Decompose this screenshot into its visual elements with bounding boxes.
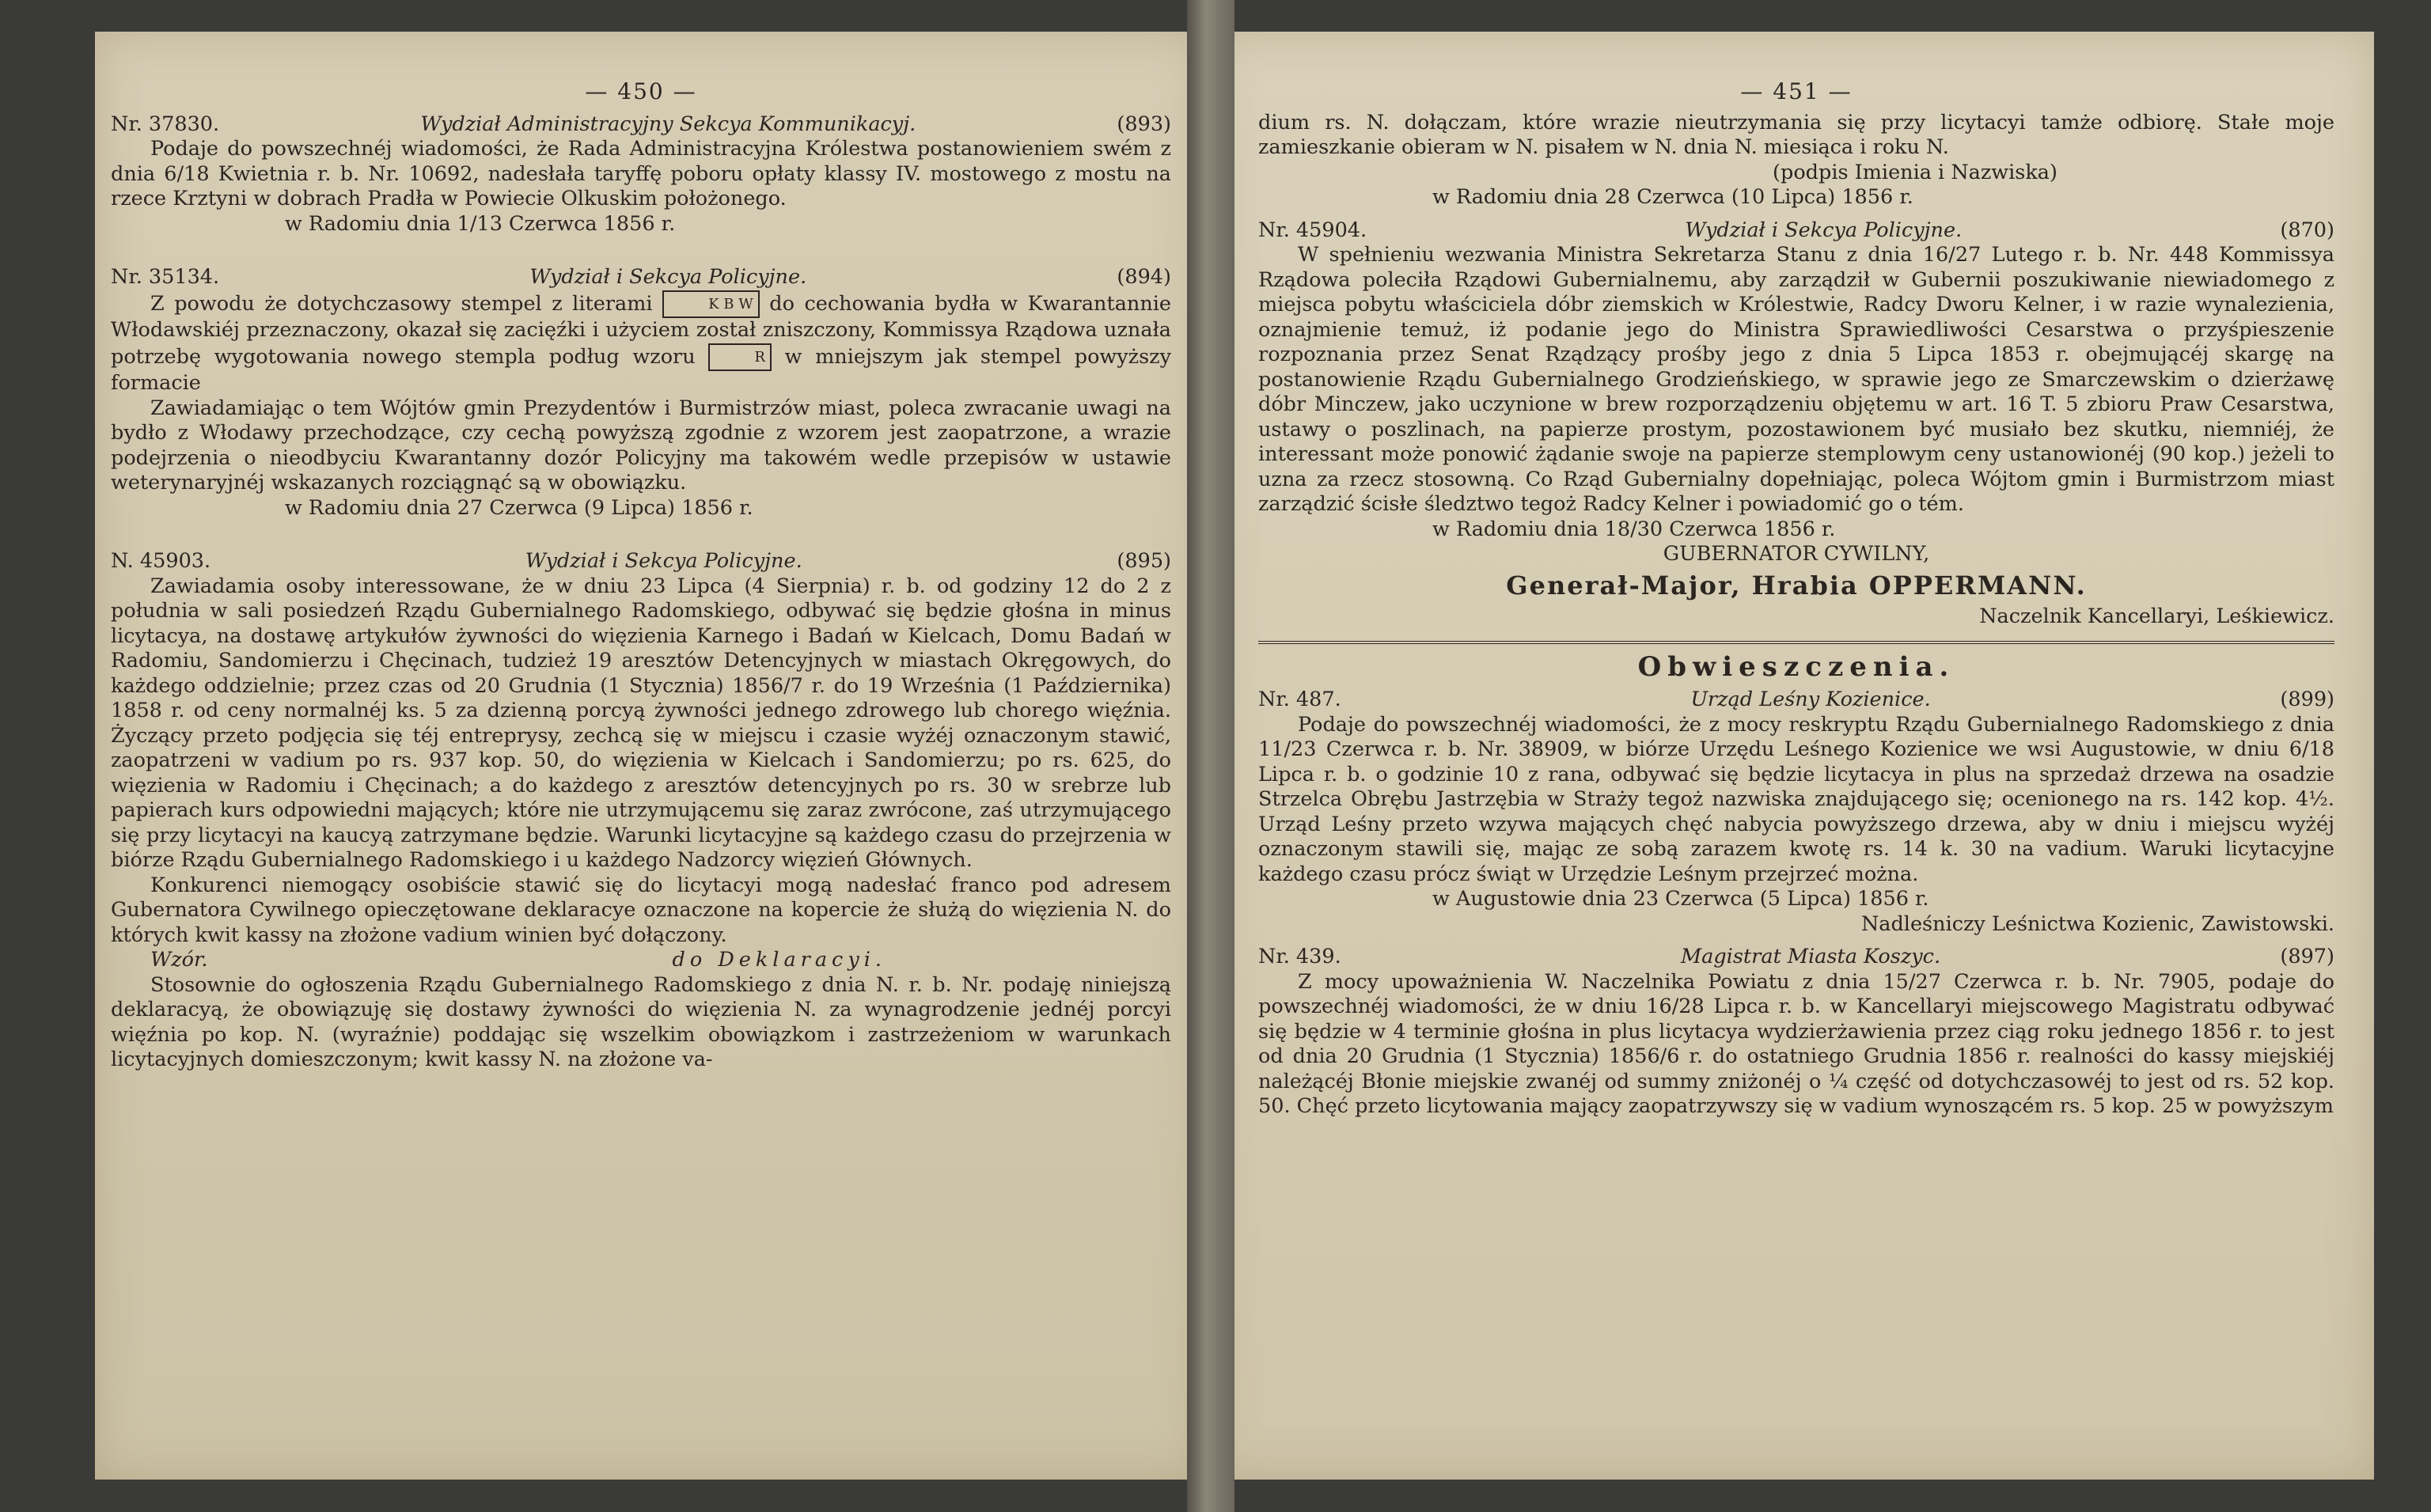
deklaracyi-label: do Deklaracyi. xyxy=(672,948,886,972)
entry-date: w Radomiu dnia 27 Czerwca (9 Lipca) 1856 r. xyxy=(285,495,753,520)
signature-placeholder: (podpis Imienia i Nazwiska) xyxy=(1773,160,2057,184)
text-part: do cechowania bydła w Kwarantannie Włodawskiéj przeznaczony, okazał się zacięźki i użyciem został zniszczony, Kommissya Rządowa uznała potrzebę wygotowania nowego stempla podług wzoru xyxy=(111,291,1172,369)
entry-text: Podaje do powszechnéj wiadomości, że Rada Administracyjna Królestwa postanowieniem swém z dnia 6/18 Kwietnia r. b. Nr. 10692, nadesłała taryffę poboru opłaty klassy IV. mostowego z mostu na rzece Krztyni w dobrach Pradła w Powiecie Olkuskim położonego. xyxy=(111,137,1171,210)
entry-number: Nr. 37830. xyxy=(111,112,220,136)
entry-text: Zawiadamia osoby interessowane, że w dniu 23 Lipca (4 Sierpnia) r. b. od godziny 12 do 2 z południa w sali posiedzeń Rządu Gubernialnego Radomskiego, odbywać się będzie głośna in minus licytacya, na dostawę artykułów żywności do więzienia Karnego i Badań w Kielcach, Domu Badań w Radomiu, Sandomierzu i Chęcinach, tudzież 19 aresztów Detencyjnych w miastach Okręgowych, do każdego oddzielnie; przez czas od 20 Grudnia (1 Stycznia) 1856/7 r. do 19 Września (1 Października) 1858 r. od ceny normalnéj ks. 5 za dzienną porcyą żywności jednego zdrowego lub chorego więźnia. Życzący przeto podjęcia się téj entreprysy, zechcą się w miejscu i czasie wyżéj oznaczonym stawić, zaopatrzeni w vadium po rs. 937 kop. 50, do więzienia w Kielcach i Sandomierzu; po rs. 625, do więzienia w Radomiu i Chęcinach; a do każdego z aresztów detencyjnych po rs. 30 w srebrze lub papierach kurs odpowiedni mających; które nie utrzymującemu się zaraz zwrócone, zaś utrzymującego się przy licytacyi na kaucyą zatrzymane będzie. Warunki licytacyjne są każdego czasu do przejrzenia w biórze Rządu Gubernialnego Radomskiego i u każdego Nadzorcy więzień Głównych. xyxy=(111,574,1171,872)
continued-text: dium rs. N. dołączam, które wrazie nieutrzymania się przy licytacyi tamże odbiorę. Stałe moje zamieszkanie obieram w N. pisałem w N. dnia N. miesiąca i roku N. xyxy=(1258,110,2334,159)
entry-number: Nr. 487. xyxy=(1258,688,1341,711)
entry-header-894 xyxy=(111,265,1171,290)
book-spine xyxy=(1187,0,1234,1512)
entry-number: Nr. 439. xyxy=(1258,945,1341,968)
entry-date: w Augustowie dnia 23 Czerwca (5 Lipca) 1856 r. xyxy=(1432,887,1929,911)
entry-department: Wydział i Sekcya Policyjne. xyxy=(525,549,802,573)
entry-text xyxy=(111,290,1171,396)
entry-signature: Nadleśniczy Leśnictwa Kozienic, Zawistowski. xyxy=(1860,911,2334,936)
governor-name: Generał-Major, Hrabia OPPERMANN. xyxy=(1506,570,2087,601)
entry-text: W spełnieniu wezwania Ministra Sekretarza Stanu z dnia 16/27 Lutego r. b. Nr. 448 Kommissya Rządowa poleciła Rządowi Gubernialnemu, aby zarządził w Gubernii poszukiwanie niewiadomego z miejsca pobytu właściciela dóbr ziemskich w Królestwie, Radcy Dworu Kelner, i w razie wynalezienia, oznajmienie temuż, iż podanie jego do Ministra Sprawiedliwości Cesarstwa o przyśpieszenie rozpoznania przez Senat Rządzący prośby jego z dnia 5 Lipca 1853 r. obejmującéj skargę na postanowienie Rządu Gubernialnego Grodzieńskiego, w sprawie jego ze Smarczewskim o dzierżawę dóbr Minczew, jako uczynione w brew rozporządzeniu objętemu w art. 16 T. 5 zbioru Praw Cesarstwa, ustawy o poszlinach, na papierze prostym, pozostawionem być musiało bez skutku, niemniéj, że interessant może ponowić żądanie swoje na papierze stemplowym ceny ustanowionéj (90 kop.) jeżeli to uzna za rzecz stosowną. Co Rząd Gubernialny dopełniając, poleca Wójtom gmin i Burmistrzom miast zarządzić ścisłe śledztwo tegoż Radcy Kelner i powiadomić go o tém. xyxy=(1258,243,2334,516)
entry-date: w Radomiu dnia 28 Czerwca (10 Lipca) 1856 r. xyxy=(1432,185,1913,209)
entry-text: Konkurenci niemogący osobiście stawić się do licytacyi mogą nadesłać franco pod adresem Gubernatora Cywilnego opieczętowane deklaracye oznaczone na kopercie że służą do więzienia N. do których kwit kassy na złożone vadium winien być dołączony. xyxy=(111,873,1171,947)
section-divider xyxy=(1258,641,2334,644)
entry-index: (895) xyxy=(1117,549,1171,573)
entry-header-893 xyxy=(111,112,1171,138)
entry-department: Wydział Administracyjny Sekcya Kommunikacyj. xyxy=(420,112,916,136)
entry-index: (899) xyxy=(2280,688,2334,711)
page-number-right: — 451 — xyxy=(1740,78,1853,104)
text-part: w mniejszym jak stempel powyższy formacie xyxy=(111,344,1172,395)
entry-department: Urząd Leśny Kozienice. xyxy=(1690,688,1931,711)
entry-header-870 xyxy=(1258,218,2334,244)
entry-index: (897) xyxy=(2280,945,2334,968)
entry-header-895 xyxy=(111,549,1171,574)
entry-department: Wydział i Sekcya Policyjne. xyxy=(529,265,807,289)
text-part: Z powodu że dotychczasowy stempel z literami xyxy=(150,291,653,316)
wzor-label: Wzór. xyxy=(150,948,208,972)
left-column xyxy=(111,79,1171,1073)
entry-text: Stosownie do ogłoszenia Rządu Gubernialnego Radomskiego z dnia N. r. b. Nr. podaję niniejszą deklaracyą, że obowiązuję się dostawy żywności do więzienia N. za wynagrodzenie jednéj porcyi więźnia po kop. N. (wyraźnie) poddając się wszelkim obowiązkom i zastrzeżeniom w warunkach licytacyjnych domieszczonym; kwit kassy N. na złożone va- xyxy=(111,972,1171,1071)
entry-text: Zawiadamiając o tem Wójtów gmin Prezydentów i Burmistrzów miast, poleca zwracanie uwagi na bydło z Włodawy przechodzące, czy cechą powyższą zgodnie z wzorem jest zaopatrzone, a wrazie podejrzenia o nieodbyciu Kwarantanny dozór Policyjny ma takowém wedle przepisów w ustawie weterynaryjnéj wskazanych rozciągnąć są w obowiązku. xyxy=(111,396,1171,495)
entry-number: Nr. 45904. xyxy=(1258,218,1367,242)
governor-title: GUBERNATOR CYWILNY, xyxy=(1663,542,1930,566)
entry-date: w Radomiu dnia 18/30 Czerwca 1856 r. xyxy=(1432,517,1836,541)
entry-number: Nr. 35134. xyxy=(111,265,220,289)
entry-index: (894) xyxy=(1117,265,1171,289)
stamp-kbw: K B W xyxy=(662,290,760,319)
entry-text: Z mocy upoważnienia W. Naczelnika Powiatu z dnia 15/27 Czerwca r. b. Nr. 7905, podaje do powszechnéj wiadomości, że w dniu 16/28 Lipca r. b. w Kancellaryi miejscowego Magistratu odbywać się będzie w 4 terminie głośna in plus licytacya wydzierżawienia przez ciąg roku jednego 1856 r. to jest od dnia 20 Grudnia (1 Stycznia) 1856/6 r. do ostatniego Grudnia 1856 r. realności do kassy miejskiéj należącéj Błonie miejskie zwanéj od summy zniżonéj o ¼ część od dotychczasowéj to jest od rs. 52 kop. 50. Chęć przeto licytowania mający zaopatrzywszy się w vadium wynoszącém rs. 5 kop. 25 w powyższym xyxy=(1258,969,2334,1118)
right-column xyxy=(1258,79,2334,1120)
stamp-r: R xyxy=(708,343,772,372)
entry-index: (870) xyxy=(2280,218,2334,242)
page-number-left: — 450 — xyxy=(585,78,697,104)
entry-number: N. 45903. xyxy=(111,549,211,573)
entry-department: Magistrat Miasta Koszyc. xyxy=(1681,945,1941,968)
entry-date: w Radomiu dnia 1/13 Czerwca 1856 r. xyxy=(285,211,676,236)
entry-index: (893) xyxy=(1117,112,1171,136)
section-title: Obwieszczenia. xyxy=(1637,650,1955,683)
wzor-header xyxy=(111,948,1171,973)
entry-header-897 xyxy=(1258,945,2334,970)
chancellery-signature: Naczelnik Kancellaryi, Leśkiewicz. xyxy=(1979,604,2334,628)
entry-text: Podaje do powszechnéj wiadomości, że z mocy reskryptu Rządu Gubernialnego Radomskiego z dnia 11/23 Czerwca r. b. Nr. 38909, w biórze Urzędu Leśnego Kozienice we wsi Augustowie, w dniu 6/18 Lipca r. b. o godzinie 10 z rana, odbywać się będzie licytacya in plus na sprzedaż drzewa na osadzie Strzelca Obrębu Jastrzębia w Straży tegoż nazwiska znajdującego się; ocenionego na rs. 142 kop. 4½. Urząd Leśny przeto wzywa mających chęć nabycia powyższego drzewa, aby w dniu i miejscu wyżéj oznaczonym stawili się, mając ze sobą zarazem kwotę rs. 14 k. 30 na vadium. Waruki licytacyjne każdego czasu prócz świąt w Urzędzie Leśnym przejrzeć można. xyxy=(1258,712,2334,886)
entry-department: Wydział i Sekcya Policyjne. xyxy=(1685,218,1963,242)
entry-header-899 xyxy=(1258,688,2334,713)
